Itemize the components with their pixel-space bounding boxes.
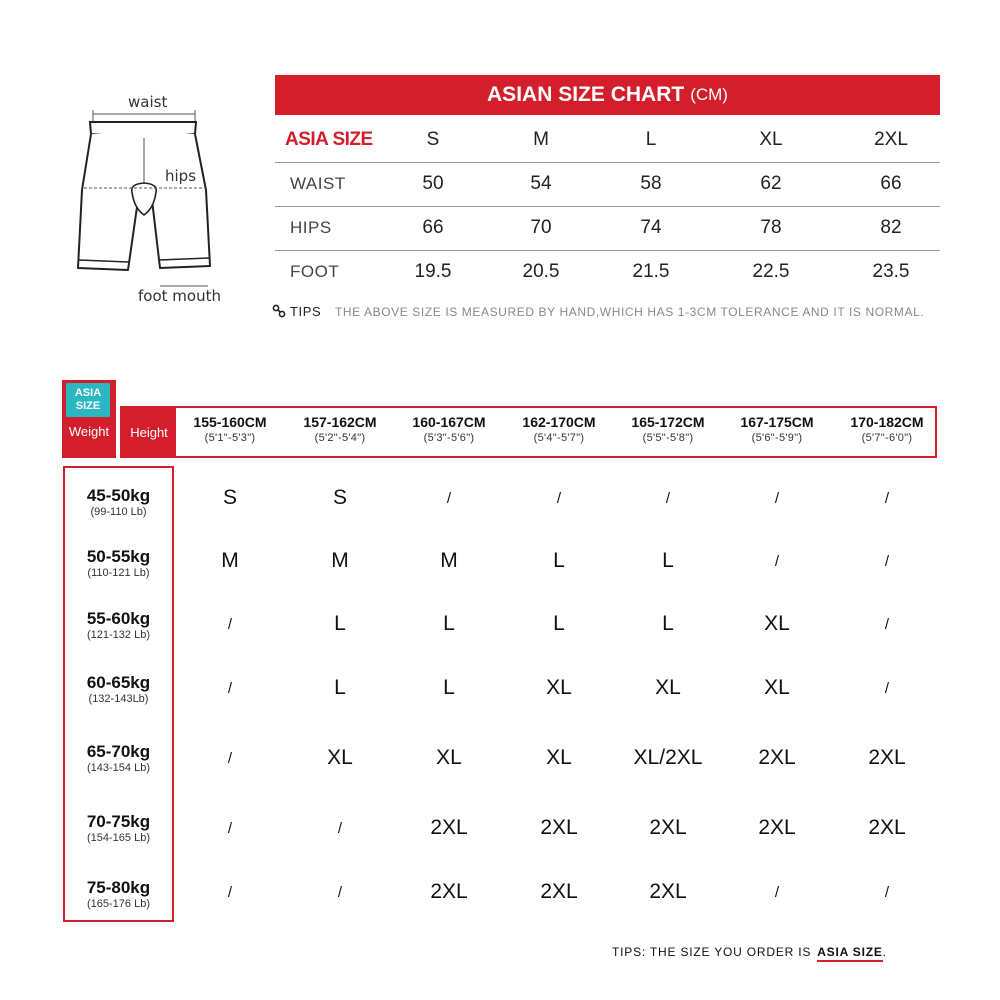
height-column-header (176, 414, 284, 444)
height-ft: (5'6"-5'9") (751, 432, 803, 444)
weight-lb: (99-110 Lb) (90, 506, 147, 518)
size-grid-cell: / (884, 553, 890, 570)
size-cell: 66 (422, 217, 444, 238)
size-grid-cell: / (774, 490, 780, 507)
height-cm: 155-160CM (193, 414, 267, 430)
weight-kg: 65-70kg (86, 742, 151, 761)
weight-kg: 45-50kg (86, 486, 151, 505)
size-header-row (275, 118, 940, 163)
height-column-header (614, 414, 722, 444)
size-cell: 58 (640, 173, 662, 194)
size-grid-cell: M (440, 549, 458, 572)
size-cell: 74 (640, 217, 662, 238)
size-grid-cell: L (443, 612, 455, 635)
size-grid-cell: / (337, 820, 343, 837)
size-row-foot (275, 250, 940, 294)
size-header-cell: S (426, 129, 440, 150)
weight-kg: 50-55kg (86, 547, 151, 566)
size-grid-cell: L (553, 612, 565, 635)
size-cell: 21.5 (632, 261, 670, 282)
row-label: FOOT (290, 262, 340, 281)
size-grid-cell: L (662, 549, 674, 572)
size-grid-cell: / (665, 490, 671, 507)
weight-row-header (63, 547, 174, 579)
size-row-hips (275, 206, 940, 251)
height-column-header (395, 414, 503, 444)
size-grid-cell: 2XL (649, 816, 687, 839)
size-chart-unit: (CM) (690, 85, 728, 104)
weight-lb: (165-176 Lb) (87, 898, 150, 910)
size-cell: 62 (760, 173, 782, 194)
foot-mouth-label: foot mouth (138, 287, 221, 305)
height-ft: (5'4"-5'7") (533, 432, 585, 444)
size-grid-cell: S (332, 486, 347, 509)
asia-size-label: ASIA SIZE (285, 129, 373, 150)
badge-asia-text: ASIA (74, 387, 102, 399)
size-cell: 22.5 (752, 261, 790, 282)
size-grid-cell: XL (546, 746, 572, 769)
tips-label: TIPS (289, 304, 322, 319)
size-grid-cell: L (443, 676, 455, 699)
weight-kg: 75-80kg (86, 878, 151, 897)
size-grid-cell: 2XL (540, 880, 578, 903)
weight-kg: 60-65kg (86, 673, 151, 692)
size-grid-cell: 2XL (649, 880, 687, 903)
size-grid-cell: XL (764, 676, 790, 699)
waist-label: waist (128, 93, 168, 111)
size-grid-cell: 2XL (758, 746, 796, 769)
size-grid-cell: / (884, 884, 890, 901)
size-grid-cell: 2XL (540, 816, 578, 839)
height-column-header (833, 414, 941, 444)
size-grid-cell: / (774, 553, 780, 570)
weight-lb: (121-132 Lb) (87, 629, 150, 641)
size-chart-title-text: ASIAN SIZE CHART (487, 83, 685, 106)
weight-lb: (132-143Lb) (88, 693, 149, 705)
tips-note-bottom (612, 945, 887, 959)
size-grid-cell: / (227, 616, 233, 633)
asia-size-tag (66, 383, 110, 417)
size-cell: 66 (880, 173, 902, 194)
height-header: Height (122, 408, 176, 456)
hips-label: hips (165, 167, 197, 185)
cycling-shorts-icon (60, 90, 250, 310)
tips-bottom-text: TIPS: THE SIZE YOU ORDER IS (612, 945, 812, 959)
size-grid-cell: / (227, 750, 233, 767)
weight-row-header (63, 609, 174, 641)
size-grid-cell: S (222, 486, 237, 509)
size-grid-cell: / (446, 490, 452, 507)
size-cell: 78 (760, 217, 782, 238)
size-grid-cell: M (221, 549, 239, 572)
size-grid-cell: / (884, 490, 890, 507)
size-grid-cell: / (227, 680, 233, 697)
height-cm: 157-162CM (303, 414, 377, 430)
size-grid-cell: / (884, 680, 890, 697)
size-grid-cell: / (337, 884, 343, 901)
weight-row-header (63, 673, 174, 705)
size-header-cell: XL (759, 129, 783, 150)
height-column-header (286, 414, 394, 444)
size-header-cell: 2XL (874, 129, 908, 150)
row-label: HIPS (290, 218, 332, 237)
height-cm: 160-167CM (412, 414, 486, 430)
tips-note-top (272, 304, 924, 319)
size-grid-cell: 2XL (868, 746, 906, 769)
size-grid-cell: XL (327, 746, 353, 769)
size-grid-cell: M (331, 549, 349, 572)
size-cell: 23.5 (872, 261, 910, 282)
size-grid-cell: L (553, 549, 565, 572)
size-grid-cell: XL (546, 676, 572, 699)
size-chart-title (275, 75, 940, 115)
weight-row-header (63, 878, 174, 910)
weight-lb: (110-121 Lb) (87, 567, 150, 579)
size-grid-cell: / (556, 490, 562, 507)
height-ft: (5'2"-5'4") (314, 432, 366, 444)
badge-size-text: SIZE (75, 400, 101, 412)
size-grid-cell: 2XL (430, 880, 468, 903)
tips-text: THE ABOVE SIZE IS MEASURED BY HAND,WHICH HAS 1-3CM TOLERANCE AND IT IS NORMAL. (334, 305, 925, 319)
size-grid-cell: XL (655, 676, 681, 699)
link-icon (272, 304, 286, 318)
size-cell: 54 (530, 173, 552, 194)
size-grid-cell: L (334, 612, 346, 635)
size-grid-cell: L (662, 612, 674, 635)
weight-kg: 70-75kg (86, 812, 151, 831)
size-grid-cell: / (227, 820, 233, 837)
size-grid-cell: / (774, 884, 780, 901)
size-grid-cell: / (884, 616, 890, 633)
size-cell: 20.5 (522, 261, 560, 282)
size-grid-cell: 2XL (430, 816, 468, 839)
size-grid-cell: / (227, 884, 233, 901)
weight-header: Weight (68, 424, 110, 439)
weight-row-header (63, 486, 174, 518)
asia-size-emphasis: ASIA SIZE (817, 945, 882, 962)
size-header-cell: L (645, 129, 657, 150)
size-cell: 70 (530, 217, 552, 238)
height-ft: (5'1"-5'3") (204, 432, 256, 444)
height-cm: 162-170CM (522, 414, 596, 430)
weight-lb: (154-165 Lb) (87, 832, 150, 844)
size-grid-cell: XL (764, 612, 790, 635)
row-label: WAIST (290, 174, 346, 193)
size-header-cell: M (533, 129, 549, 150)
size-grid-cell: 2XL (758, 816, 796, 839)
weight-kg: 55-60kg (86, 609, 151, 628)
height-cm: 170-182CM (850, 414, 924, 430)
height-ft: (5'5"-5'8") (642, 432, 694, 444)
height-column-header (505, 414, 613, 444)
size-row-waist (275, 162, 940, 207)
weight-lb: (143-154 Lb) (87, 762, 150, 774)
height-cm: 167-175CM (740, 414, 814, 430)
size-grid-cell: XL (436, 746, 462, 769)
weight-row-header (63, 812, 174, 844)
size-cell: 19.5 (414, 261, 452, 282)
height-ft: (5'7"-6'0") (861, 432, 913, 444)
size-grid-cell: L (334, 676, 346, 699)
size-cell: 50 (422, 173, 444, 194)
weight-row-header (63, 742, 174, 774)
height-ft: (5'3"-5'6") (423, 432, 475, 444)
size-grid-cell: XL/2XL (633, 746, 703, 769)
size-grid-cell: 2XL (868, 816, 906, 839)
height-cm: 165-172CM (631, 414, 705, 430)
size-cell: 82 (880, 217, 902, 238)
height-column-header (723, 414, 831, 444)
tips-bottom-end: . (882, 945, 887, 959)
